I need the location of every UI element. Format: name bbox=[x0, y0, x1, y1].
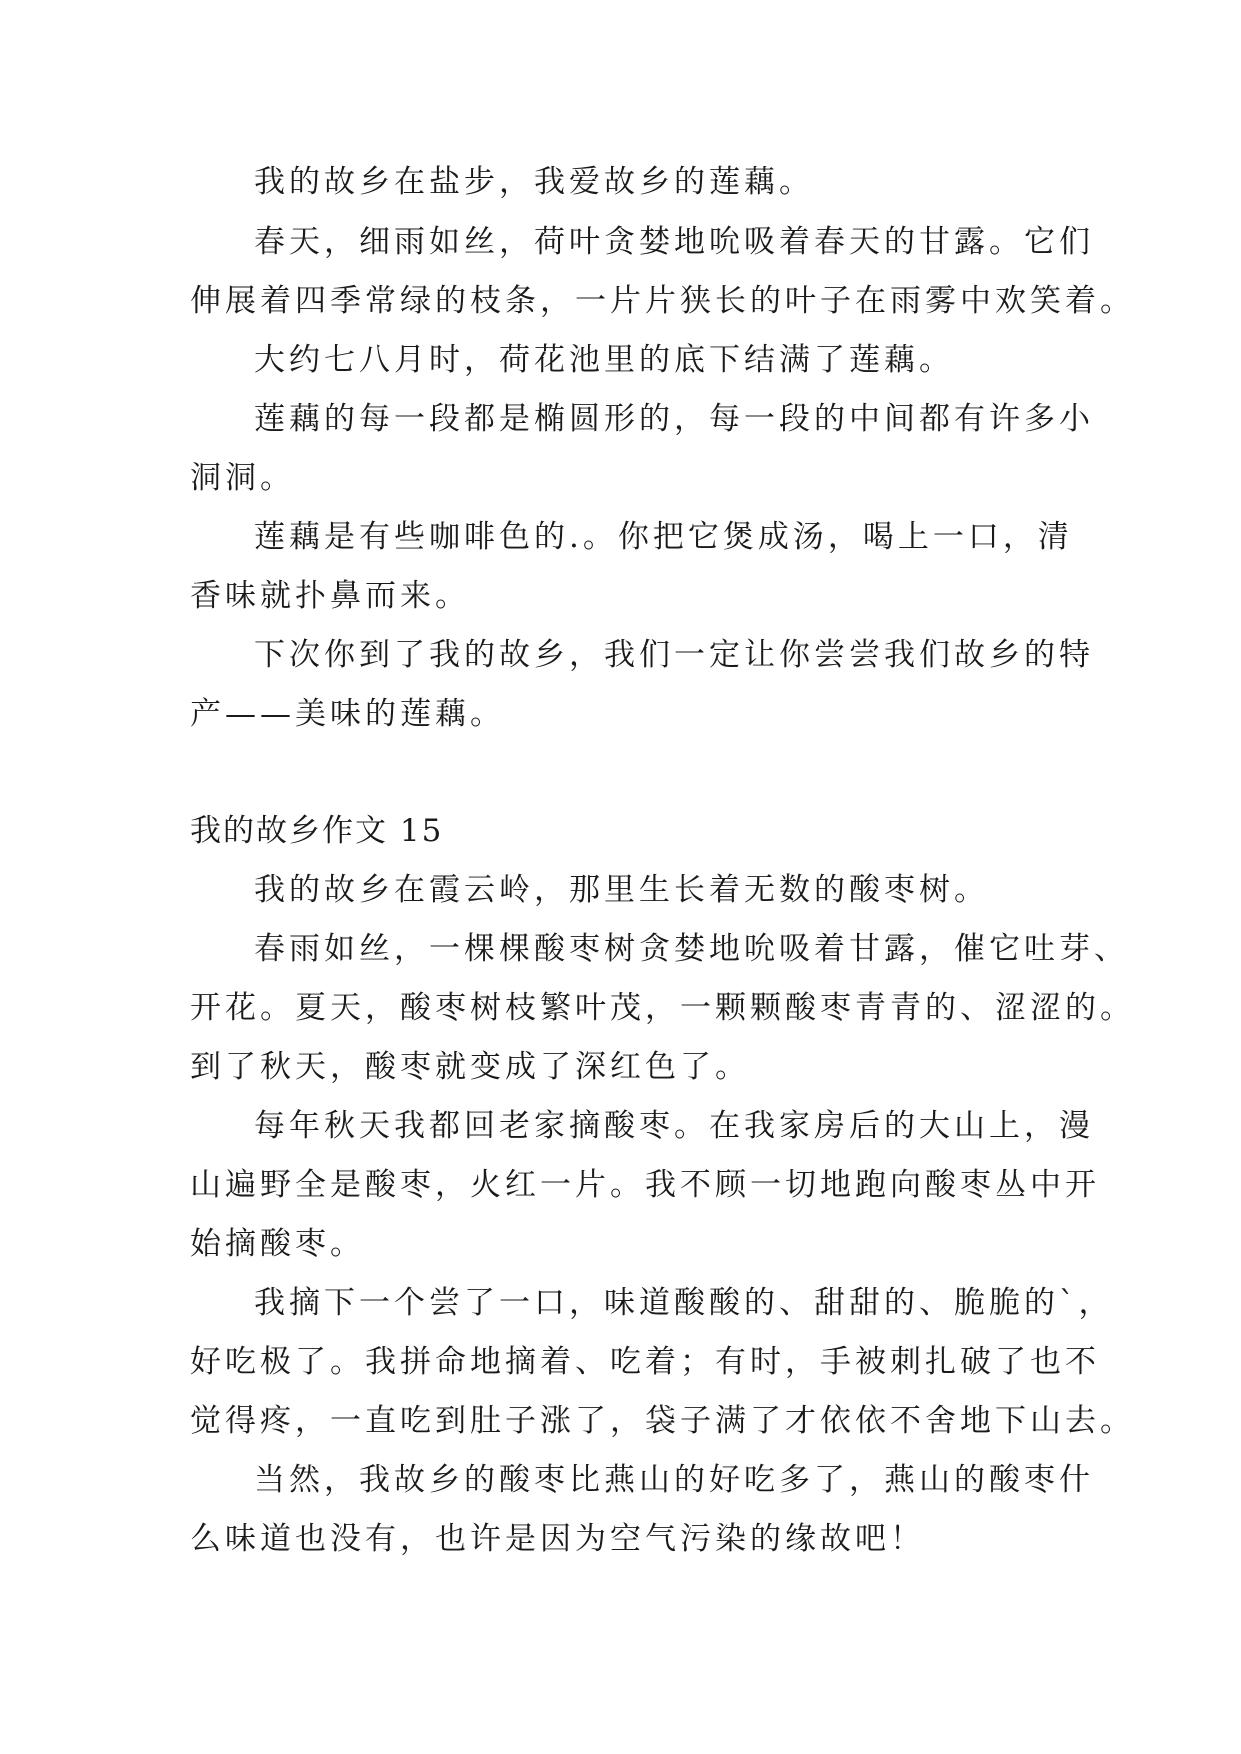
paragraph-line: 当然，我故乡的酸枣比燕山的好吃多了，燕山的酸枣什 bbox=[254, 1462, 1094, 1498]
paragraph-line: 莲藕是有些咖啡色的.。你把它煲成汤，喝上一口，清 bbox=[254, 519, 1073, 555]
paragraph-line: 洞洞。 bbox=[190, 460, 295, 496]
paragraph-line: 开花。夏天，酸枣树枝繁叶茂，一颗颗酸枣青青的、涩涩的。 bbox=[190, 990, 1135, 1026]
section-heading: 我的故乡作文 15 bbox=[190, 813, 444, 849]
paragraph-line: 每年秋天我都回老家摘酸枣。在我家房后的大山上，漫 bbox=[254, 1108, 1094, 1144]
paragraph-line: 大约七八月时，荷花池里的底下结满了莲藕。 bbox=[254, 342, 954, 378]
paragraph-line: 莲藕的每一段都是椭圆形的，每一段的中间都有许多小 bbox=[254, 401, 1094, 437]
paragraph-line: 春雨如丝，一棵棵酸枣树贪婪地吮吸着甘露，催它吐芽、 bbox=[254, 931, 1129, 967]
paragraph-line: 春天，细雨如丝，荷叶贪婪地吮吸着春天的甘露。它们 bbox=[254, 224, 1094, 260]
paragraph-line: 山遍野全是酸枣，火红一片。我不顾一切地跑向酸枣丛中开 bbox=[190, 1167, 1100, 1203]
paragraph-line: 到了秋天，酸枣就变成了深红色了。 bbox=[190, 1049, 750, 1085]
paragraph-line: 么味道也没有，也许是因为空气污染的缘故吧！ bbox=[190, 1521, 925, 1557]
paragraph-line: 下次你到了我的故乡，我们一定让你尝尝我们故乡的特 bbox=[254, 637, 1094, 673]
paragraph-line: 始摘酸枣。 bbox=[190, 1226, 365, 1262]
paragraph-line: 觉得疼，一直吃到肚子涨了，袋子满了才依依不舍地下山去。 bbox=[190, 1403, 1135, 1439]
paragraph-line: 我的故乡在霞云岭，那里生长着无数的酸枣树。 bbox=[254, 872, 989, 908]
paragraph-line: 香味就扑鼻而来。 bbox=[190, 578, 470, 614]
paragraph-line: 伸展着四季常绿的枝条，一片片狭长的叶子在雨雾中欢笑着。 bbox=[190, 283, 1135, 319]
paragraph-line: 我摘下一个尝了一口，味道酸酸的、甜甜的、脆脆的`， bbox=[254, 1285, 1114, 1321]
paragraph-line: 产——美味的莲藕。 bbox=[190, 696, 505, 732]
paragraph-line: 我的故乡在盐步，我爱故乡的莲藕。 bbox=[254, 164, 814, 200]
paragraph-line: 好吃极了。我拼命地摘着、吃着；有时，手被刺扎破了也不 bbox=[190, 1344, 1100, 1380]
